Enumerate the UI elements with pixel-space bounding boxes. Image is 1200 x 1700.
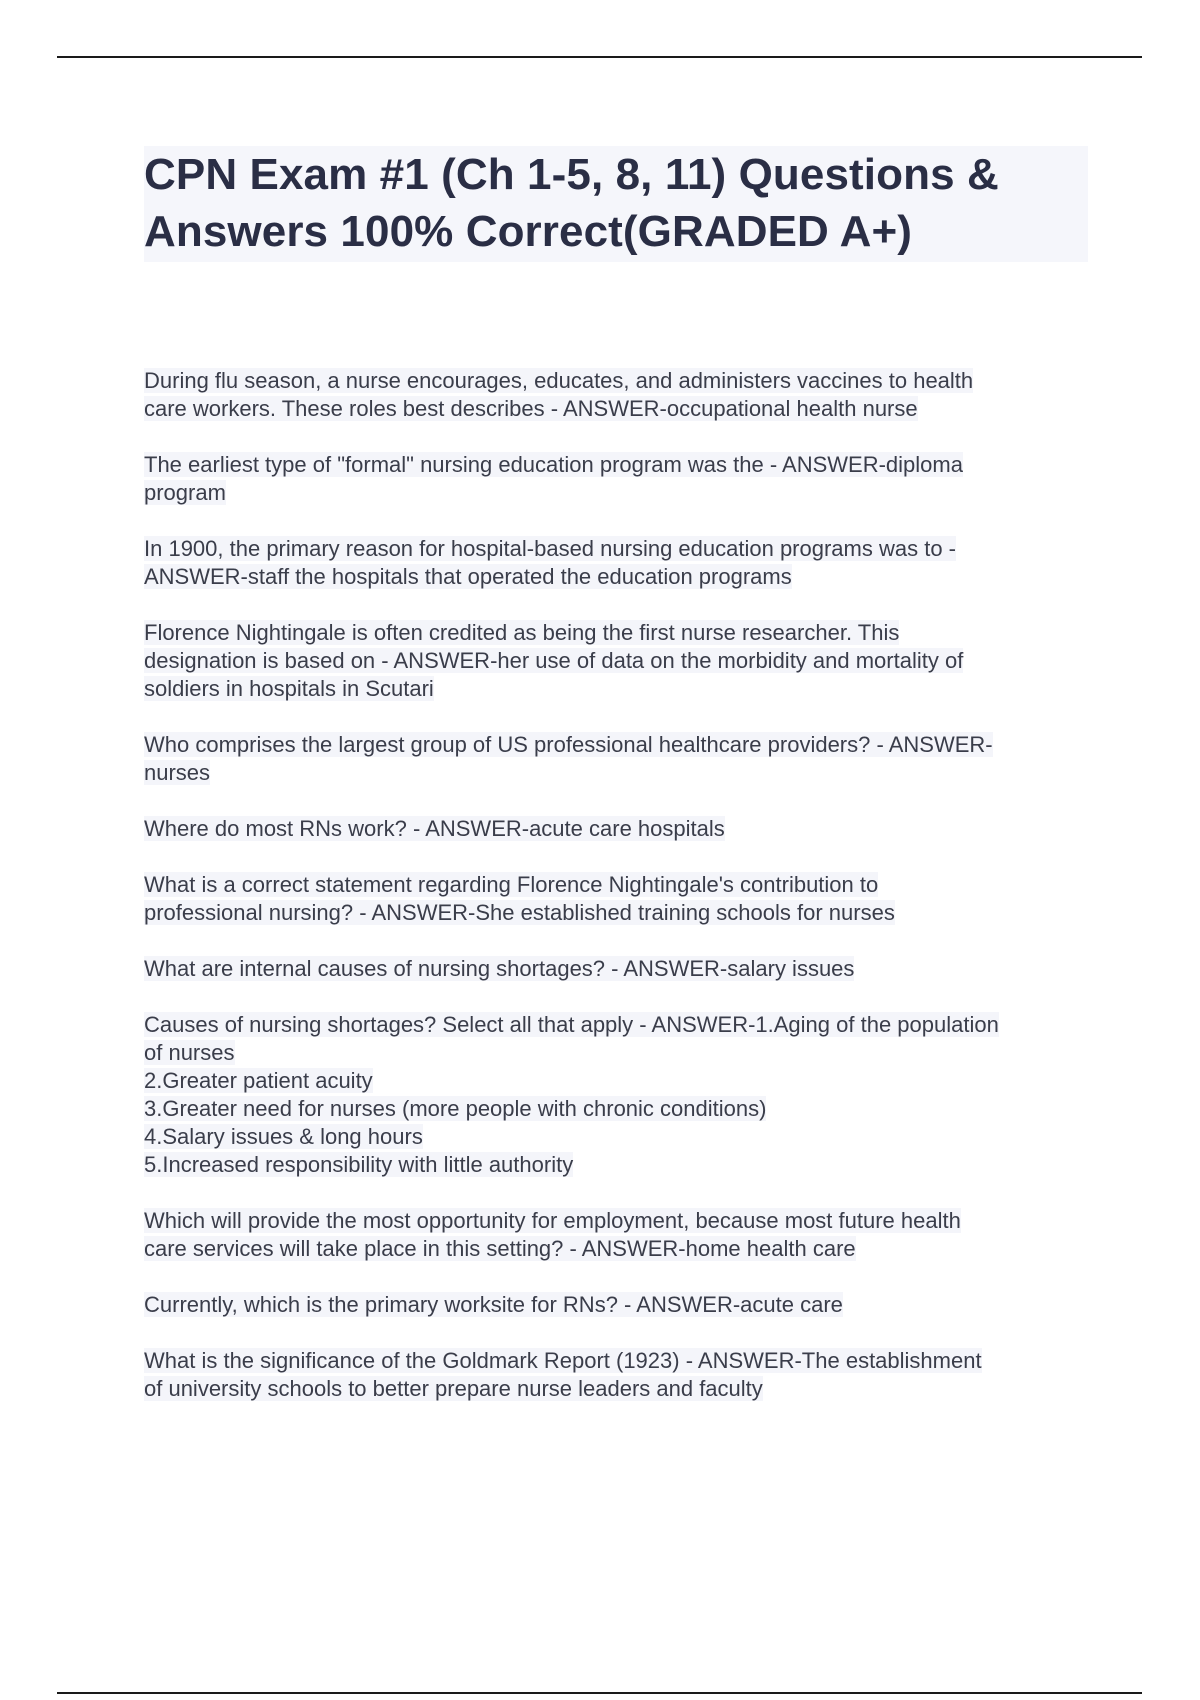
- qa-line: of university schools to better prepare nurse leaders and faculty: [144, 1376, 763, 1401]
- qa-line: Where do most RNs work? - ANSWER-acute care hospitals: [144, 816, 725, 841]
- qa-line: ANSWER-staff the hospitals that operated the education programs: [144, 564, 792, 589]
- qa-line: Currently, which is the primary worksite for RNs? - ANSWER-acute care: [144, 1292, 843, 1317]
- qa-item: [144, 955, 1104, 983]
- qa-line: 3.Greater need for nurses (more people with chronic conditions): [144, 1096, 767, 1121]
- qa-line: Which will provide the most opportunity for employment, because most future health: [144, 1208, 961, 1233]
- qa-item: [144, 731, 1104, 787]
- qa-line: What is the significance of the Goldmark Report (1923) - ANSWER-The establishment: [144, 1348, 982, 1373]
- qa-line: designation is based on - ANSWER-her use of data on the morbidity and mortality of: [144, 648, 964, 673]
- qa-line: What are internal causes of nursing shortages? - ANSWER-salary issues: [144, 956, 855, 981]
- title-line-2: Answers 100% Correct(GRADED A+): [144, 207, 913, 256]
- qa-item: [144, 1207, 1104, 1263]
- qa-item: [144, 1291, 1104, 1319]
- qa-line: Florence Nightingale is often credited as being the first nurse researcher. This: [144, 620, 900, 645]
- qa-item: [144, 619, 1104, 703]
- qa-line: 2.Greater patient acuity: [144, 1068, 373, 1093]
- qa-line: During flu season, a nurse encourages, educates, and administers vaccines to health: [144, 368, 974, 393]
- qa-line: What is a correct statement regarding Florence Nightingale's contribution to: [144, 872, 879, 897]
- qa-line: professional nursing? - ANSWER-She established training schools for nurses: [144, 900, 895, 925]
- qa-line: care services will take place in this setting? - ANSWER-home health care: [144, 1236, 856, 1261]
- qa-line: Who comprises the largest group of US professional healthcare providers? - ANSWER-: [144, 732, 993, 757]
- qa-line: soldiers in hospitals in Scutari: [144, 676, 434, 701]
- title-line-1: CPN Exam #1 (Ch 1-5, 8, 11) Questions &: [144, 150, 999, 199]
- qa-line: Causes of nursing shortages? Select all that apply - ANSWER-1.Aging of the population: [144, 1012, 999, 1037]
- qa-item: [144, 871, 1104, 927]
- page-title: [144, 146, 1088, 260]
- qa-line: nurses: [144, 760, 211, 785]
- qa-item: [144, 1011, 1104, 1179]
- qa-item: [144, 367, 1104, 423]
- qa-line: The earliest type of "formal" nursing education program was the - ANSWER-diploma: [144, 452, 963, 477]
- qa-line: In 1900, the primary reason for hospital-based nursing education programs was to -: [144, 536, 956, 561]
- qa-line: of nurses: [144, 1040, 235, 1065]
- top-rule: [57, 56, 1142, 58]
- qa-list: [144, 367, 1104, 1431]
- qa-line: care workers. These roles best describes - ANSWER-occupational health nurse: [144, 396, 918, 421]
- qa-line: 4.Salary issues & long hours: [144, 1124, 423, 1149]
- qa-item: [144, 1347, 1104, 1403]
- qa-item: [144, 451, 1104, 507]
- qa-item: [144, 535, 1104, 591]
- document-title: [144, 146, 1088, 262]
- qa-line: 5.Increased responsibility with little authority: [144, 1152, 574, 1177]
- qa-line: program: [144, 480, 226, 505]
- bottom-rule: [57, 1692, 1142, 1694]
- qa-item: [144, 815, 1104, 843]
